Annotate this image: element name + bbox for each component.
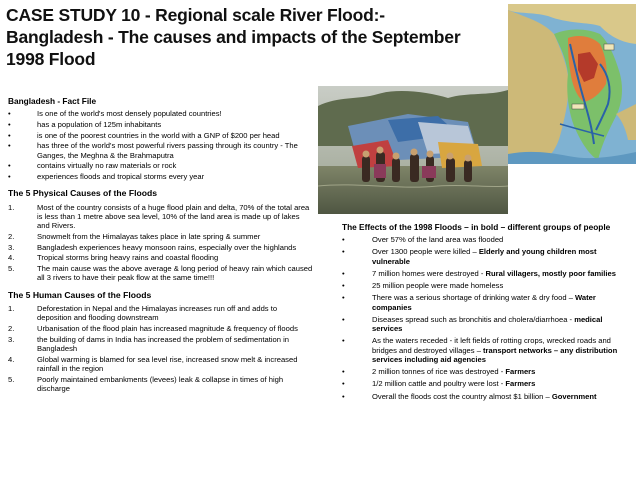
flood-victims-photo xyxy=(318,86,508,214)
fact-file-heading: Bangladesh - Fact File xyxy=(8,96,97,106)
bullet: • xyxy=(342,336,345,346)
list-item: • has a population of 125m inhabitants xyxy=(8,119,162,129)
bullet: • xyxy=(8,172,11,182)
list-item: • 7 million homes were destroyed - Rural villagers, mostly poor families xyxy=(342,268,616,278)
list-item: • is one of the poorest countries in the world with a GNP of $200 per head xyxy=(8,130,280,140)
list-item: 1. Most of the country consists of a huge flood plain and delta, 70% of the total area is less than 1 metre above sea level, 10% of the land area is made up of lakes and Rivers. xyxy=(8,202,310,230)
bullet: • xyxy=(342,391,345,401)
bullet: • xyxy=(342,235,345,244)
bullet: • xyxy=(342,293,345,303)
list-item: 4. Tropical storms bring heavy rains and coastal flooding xyxy=(8,253,219,263)
bullet: • xyxy=(8,109,11,118)
list-item: • There was a serious shortage of drinking water & dry food – Water companies xyxy=(342,293,596,312)
effects-list xyxy=(342,235,634,401)
list-item: • experiences floods and tropical storms every year xyxy=(8,172,205,182)
bullet: • xyxy=(8,130,11,140)
bullet: • xyxy=(342,314,345,324)
human-causes-list xyxy=(8,304,313,393)
fact-file-list xyxy=(8,109,313,181)
bullet: • xyxy=(342,367,345,377)
bullet: • xyxy=(342,268,345,278)
list-item: • Over 1300 people were killed – Elderly and young children most vulnerable xyxy=(342,247,597,266)
title-line-1: CASE STUDY 10 - Regional scale River Flood:- xyxy=(6,5,385,25)
list-item: 2. Urbanisation of the flood plain has increased magnitude & frequency of floods xyxy=(8,323,298,333)
list-item: 3. Bangladesh experiences heavy monsoon rains, especially over the highlands xyxy=(8,242,297,252)
left-column xyxy=(8,96,313,395)
page-title xyxy=(6,4,506,70)
bullet: • xyxy=(8,161,11,171)
list-item: • 2 million tonnes of rice was destroyed - Farmers xyxy=(342,367,536,377)
list-item: 5. The main cause was the above average & long period of heavy rain which caused all 3 rivers to have their peak flow at the same time!!! xyxy=(8,264,313,283)
bullet: • xyxy=(8,141,11,151)
list-item: • Is one of the world's most densely populated countries! xyxy=(8,109,222,118)
right-column xyxy=(342,222,634,404)
list-item: • Diseases spread such as bronchitis and cholera/diarrhoea - medical services xyxy=(342,314,603,334)
list-item: 1. Deforestation in Nepal and the Himalayas increases run off and adds to deposition and flooding downstream xyxy=(8,303,278,322)
physical-causes-list xyxy=(8,203,313,283)
list-item: • Over 57% of the land area was flooded xyxy=(342,235,504,244)
list-item: • contains virtually no raw materials or rock xyxy=(8,161,177,171)
list-item: • Overall the floods cost the country almost $1 billion – Government xyxy=(342,391,597,401)
human-causes-heading: The 5 Human Causes of the Floods xyxy=(8,289,152,300)
list-item: 2. Snowmelt from the Himalayas takes place in late spring & summer xyxy=(8,231,261,241)
physical-causes-heading: The 5 Physical Causes of the Floods xyxy=(8,188,157,199)
list-item: • has three of the world's most powerful rivers passing through its country - The Ganges, the Meghna & the Brahmaputra xyxy=(8,141,298,160)
bullet: • xyxy=(342,379,345,389)
effects-heading: The Effects of the 1998 Floods – in bold – different groups of people xyxy=(342,222,611,232)
list-item: 3. the building of dams in India has increased the problem of sedimentation in Bangladesh xyxy=(8,334,290,353)
list-item: • 1/2 million cattle and poultry were lost - Farmers xyxy=(342,379,536,389)
list-item: • 25 million people were made homeless xyxy=(342,281,504,291)
list-item: 5. Poorly maintained embankments (levees) leak & collapse in times of high discharge xyxy=(8,374,284,393)
bullet: • xyxy=(342,281,345,291)
list-item: • As the waters receded - it left fields of rotting crops, wrecked roads and bridges and destroyed villages – transport networks – any distribution services including aid agencies xyxy=(342,336,618,364)
title-line-2: Bangladesh - The causes and impacts of the September xyxy=(6,27,461,47)
list-item: 4. Global warming is blamed for sea level rise, increased snow melt & increased rainfall in the region xyxy=(8,354,298,373)
bullet: • xyxy=(342,247,345,257)
bangladesh-map-image xyxy=(508,4,636,164)
title-line-3: 1998 Flood xyxy=(6,49,96,69)
bullet: • xyxy=(8,119,11,129)
